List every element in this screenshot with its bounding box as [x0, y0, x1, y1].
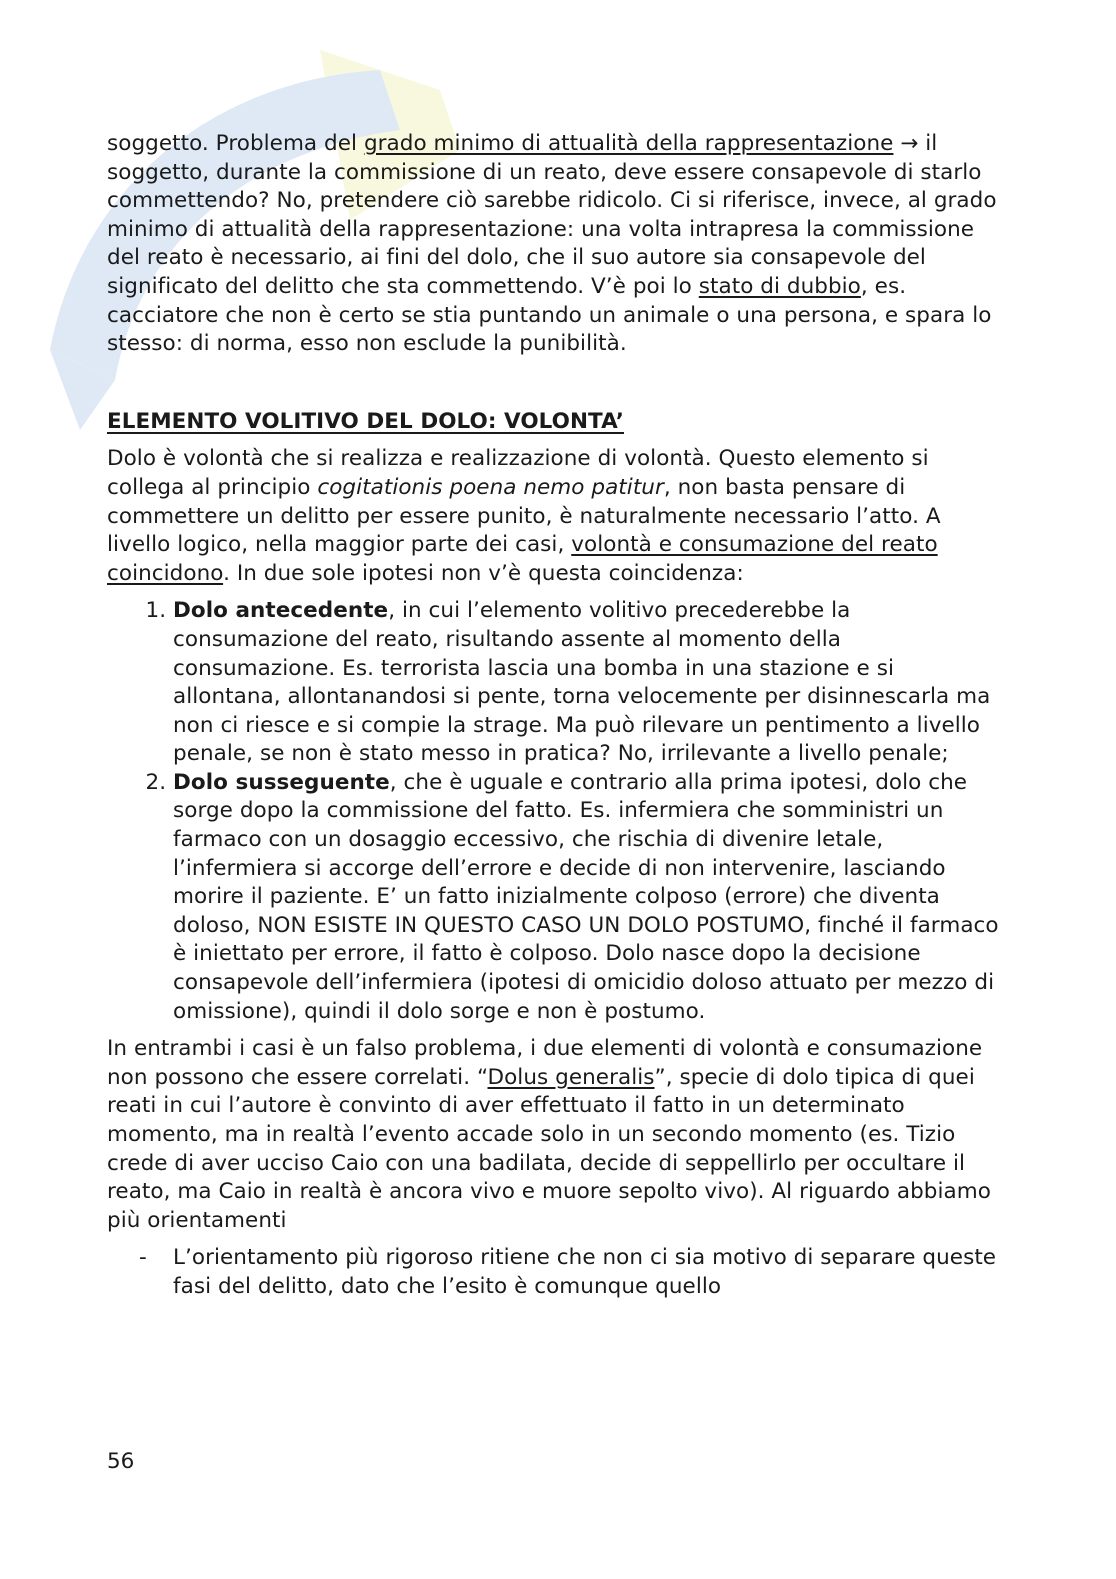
underlined-term: Dolus generalis — [487, 1064, 655, 1090]
paragraph-rappresentazione: soggetto. Problema del grado minimo di attualità della rappresentazione → il soggetto, durante la commissione di un reato, deve essere consapevole di starlo commettendo? No, pretendere ciò sarebbe ridicolo. Ci si riferisce, invece, al grado minimo di attualità della rappresentazione: una volta intrapresa la commissione del reato è necessario, ai fini del dolo, che il suo autore sia consapevole del significato del delitto che sta commettendo. V’è poi lo stato di dubbio, es. cacciatore che non è certo se stia puntando un animale o una persona, e spara lo stesso: di norma, esso non esclude la punibilità. — [107, 131, 997, 357]
document-body — [107, 130, 1007, 1302]
list-item: - L’orientamento più rigoroso ritiene che non ci sia motivo di separare queste fasi del delitto, dato che l’esito è comunque quello — [173, 1244, 1007, 1301]
underlined-term: stato di dubbio — [698, 273, 861, 299]
underlined-term: volontà e consumazione del reato coincidono — [107, 532, 938, 586]
watermark-blue-tail — [50, 350, 115, 430]
numbered-list — [107, 597, 1007, 1026]
underlined-term: grado minimo di attualità della rappresentazione — [363, 131, 894, 156]
page-number: 56 — [107, 1449, 135, 1474]
italic-term: cogitationis poena nemo patitur — [317, 474, 664, 500]
dash-list — [107, 1244, 1007, 1301]
paragraph-volonta: Dolo è volontà che si realizza e realizzazione di volontà. Questo elemento si collega al principio cogitationis poena nemo patitur, non basta pensare di commettere un delitto per essere punito, è naturalmente necessario l’atto. A livello logico, nella maggior parte dei casi, volontà e consumazione del reato coincidono. In due sole ipotesi non v’è questa coincidenza: — [107, 446, 941, 586]
list-item: 2. Dolo susseguente, che è uguale e contrario alla prima ipotesi, dolo che sorge dopo la commissione del fatto. Es. infermiera che somministri un farmaco con un dosaggio eccessivo, che rischia di divenire letale, l’infermiera si accorge dell’errore e decide di non intervenire, lasciando morire il paziente. E’ un fatto inizialmente colposo (errore) che diventa doloso, NON ESISTE IN QUESTO CASO UN DOLO POSTUMO, finché il farmaco è iniettato per errore, il fatto è colposo. Dolo nasce dopo la decisione consapevole dell’infermiera (ipotesi di omicidio doloso attuato per mezzo di omissione), quindi il dolo sorge e non è postumo. — [173, 769, 1007, 1026]
paragraph-dolus-generalis: In entrambi i casi è un falso problema, i due elementi di volontà e consumazione non possono che essere correlati. “Dolus generalis”, specie di dolo tipica di quei reati in cui l’autore è convinto di aver effettuato il fatto in un determinato momento, ma in realtà l’evento accade solo in un secondo momento (es. Tizio crede di aver ucciso Caio con una badilata, decide di seppellirlo per occultare il reato, ma Caio in realtà è ancora vivo e muore sepolto vivo). Al riguardo abbiamo più orientamenti — [107, 1036, 991, 1233]
section-heading: ELEMENTO VOLITIVO DEL DOLO: VOLONTA’ — [107, 408, 625, 434]
list-item: 1. Dolo antecedente, in cui l’elemento volitivo precederebbe la consumazione del reato, risultando assente al momento della consumazione. Es. terrorista lascia una bomba in una stazione e si allontana, allontanandosi si pente, torna velocemente per disinnescarla ma non ci riesce e si compie la strage. Ma può rilevare un pentimento a livello penale, se non è stato messo in pratica? No, irrilevante a livello penale; — [173, 597, 1007, 769]
